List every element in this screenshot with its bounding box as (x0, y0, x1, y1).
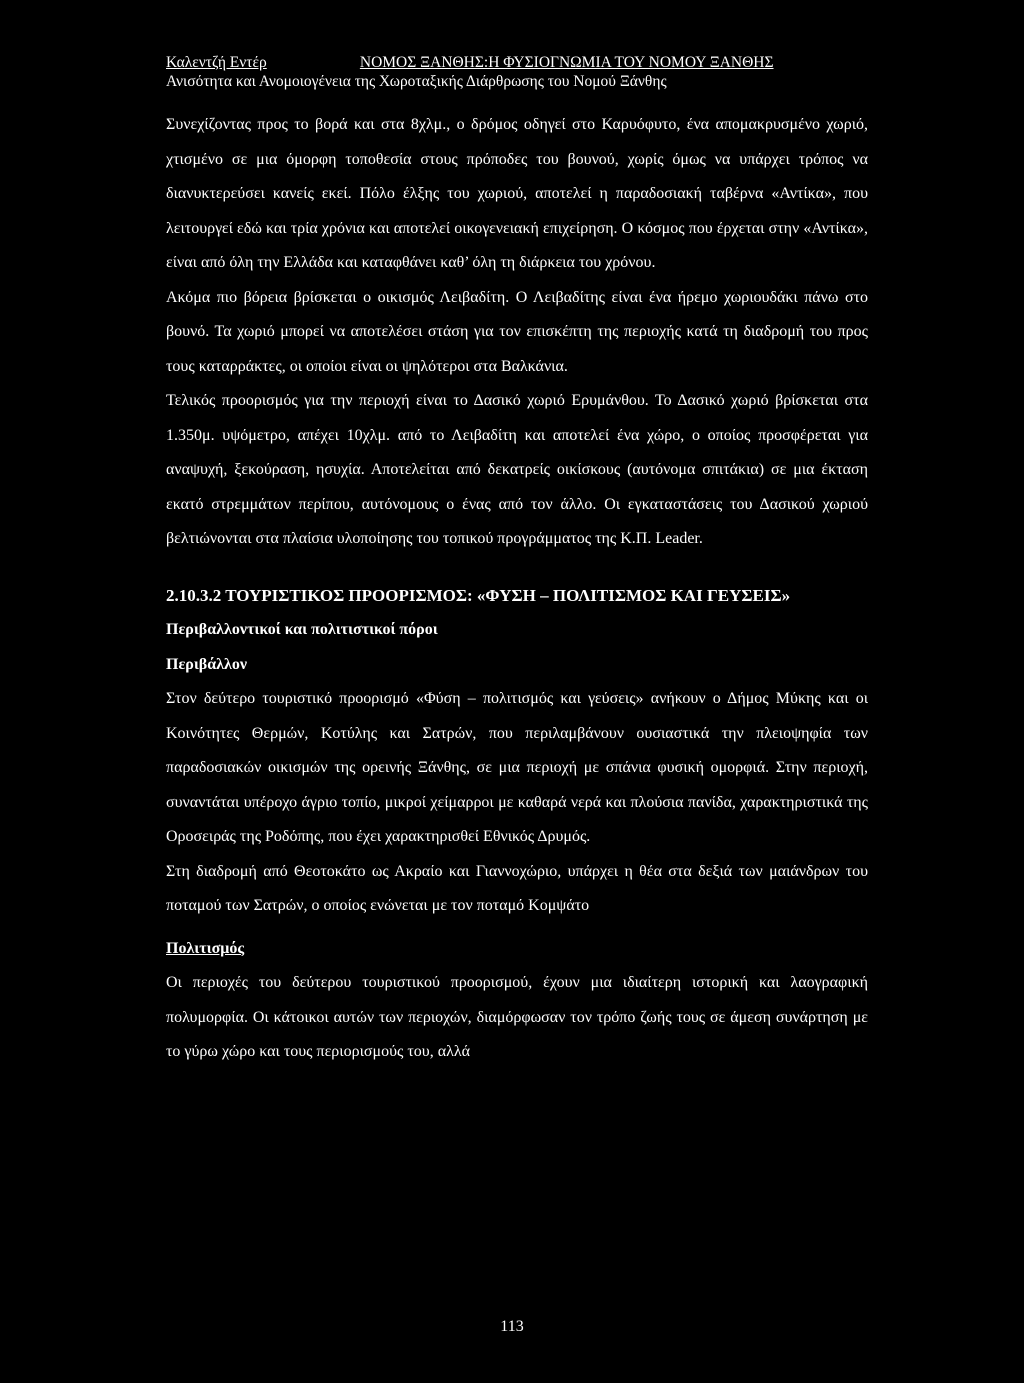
header-title: ΝΟΜΟΣ ΞΑΝΘΗΣ:Η ΦΥΣΙΟΓΝΩΜΙΑ ΤΟΥ ΝΟΜΟΥ ΞΑΝΘΗΣ (359, 54, 774, 71)
header-subtitle: Ανισότητα και Ανομοιογένεια της Χωροταξικής Διάρθρωσης του Νομού Ξάνθης (166, 73, 667, 90)
subheading-resources: Περιβαλλοντικοί και πολιτιστικοί πόροι (166, 621, 438, 638)
page-number: 113 (500, 1318, 524, 1335)
paragraph-culture: Οι περιοχές του δεύτερου τουριστικού προορισμού, έχουν μια ιδιαίτερη ιστορική και λαογραφική πολυμορφία. Οι κάτοικοι αυτών των περιοχών, διαμόρφωσαν τον τρόπο ζωής τους σε άμεση συνάρτηση με το γύρω χώρο και τους περιορισμούς του, αλλά (166, 974, 868, 1060)
document-body (166, 108, 868, 1070)
paragraph-karyofyto: Συνεχίζοντας προς το βορά και στα 8χλμ., ο δρόμος οδηγεί στο Καρυόφυτο, ένα απομακρυσμένο χωριό, χτισμένο σε μια όμορφη τοποθεσία στους πρόποδες του βουνού, χωρίς όμως να υπάρχει τρόπος να διανυκτερεύσει κανείς εκεί. Πόλο έλξης του χωριού, αποτελεί η παραδοσιακή ταβέρνα «Αντίκα», που λειτουργεί εδώ και τρία χρόνια και αποτελεί οικογενειακή επιχείρηση. Ο κόσμος που έρχεται στην «Αντίκα», είναι από όλη την Ελλάδα και καταφθάνει καθ’ όλη τη διάρκεια του χρόνου. (166, 116, 868, 271)
spacer (166, 924, 868, 932)
paragraph-environment: Στον δεύτερο τουριστικό προορισμό «Φύση – πολιτισμός και γεύσεις» ανήκουν ο Δήμος Μύκης και οι Κοινότητες Θερμών, Κοτύλης και Σατρών, που περιλαμβάνουν ουσιαστικά την πλειοψηφία των παραδοσιακών οικισμών της ορεινής Ξάνθης, σε μια περιοχή με σπάνια φυσική ομορφιά. Στην περιοχή, συναντάται υπέροχο άγριο τοπίο, μικροί χείμαρροι με καθαρά νερά και πλούσια πανίδα, χαρακτηριστικά της Οροσειράς της Ροδόπης, που έχει χαρακτηρισθεί Εθνικός Δρυμός. (166, 690, 868, 845)
paragraph-leivaditis: Ακόμα πιο βόρεια βρίσκεται ο οικισμός Λειβαδίτη. Ο Λειβαδίτης είναι ένα ήρεμο χωριουδάκι πάνω στο βουνό. Τα χωριό μπορεί να αποτελέσει στάση για τον επισκέπτη της περιοχής κατά τη διαδρομή του προς τους καταρράκτες, οι οποίοι είναι οι ψηλότεροι στα Βαλκάνια. (166, 288, 868, 375)
paragraph-route: Στη διαδρομή από Θεοτοκάτο ως Ακραίο και Γιαννοχώριο, υπάρχει η θέα στα δεξιά των μαιάνδρων του ποταμού των Σατρών, ο οποίος ενώνεται με τον ποταμό Κομψάτο (166, 862, 868, 914)
paragraph-erymanthos: Τελικός προορισμός για την περιοχή είναι το Δασικό χωριό Ερυμάνθου. Το Δασικό χωριό βρίσκεται στα 1.350μ. υψόμετρο, απέχει 10χλμ. από το Λειβαδίτη και αποτελεί ένα χώρο, ο οποίος προσφέρεται για αναψυχή, ξεκούραση, ησυχία. Αποτελείται από δεκατρείς οικίσκους (αυτόνομα σπιτάκια) σε μια έκταση εκατό στρεμμάτων περίπου, αυτόνομους ο ένας από τον άλλο. Οι εγκαταστάσεις του Δασικού χωριού βελτιώνονται στα πλαίσια υλοποίησης του τοπικού προγράμματος της Κ.Π. Leader. (166, 392, 868, 547)
subheading-environment: Περιβάλλον (166, 655, 248, 673)
header-row (166, 54, 866, 72)
subheading-culture: Πολιτισμός (166, 939, 245, 957)
header-author: Καλεντζή Εντέρ (166, 54, 267, 71)
page-header (166, 54, 866, 92)
section-heading: 2.10.3.2 ΤΟΥΡΙΣΤΙΚΟΣ ΠΡΟΟΡΙΣΜΟΣ: «ΦΥΣΗ – ΠΟΛΙΤΙΣΜΟΣ ΚΑΙ ΓΕΥΣΕΙΣ» (166, 585, 791, 605)
